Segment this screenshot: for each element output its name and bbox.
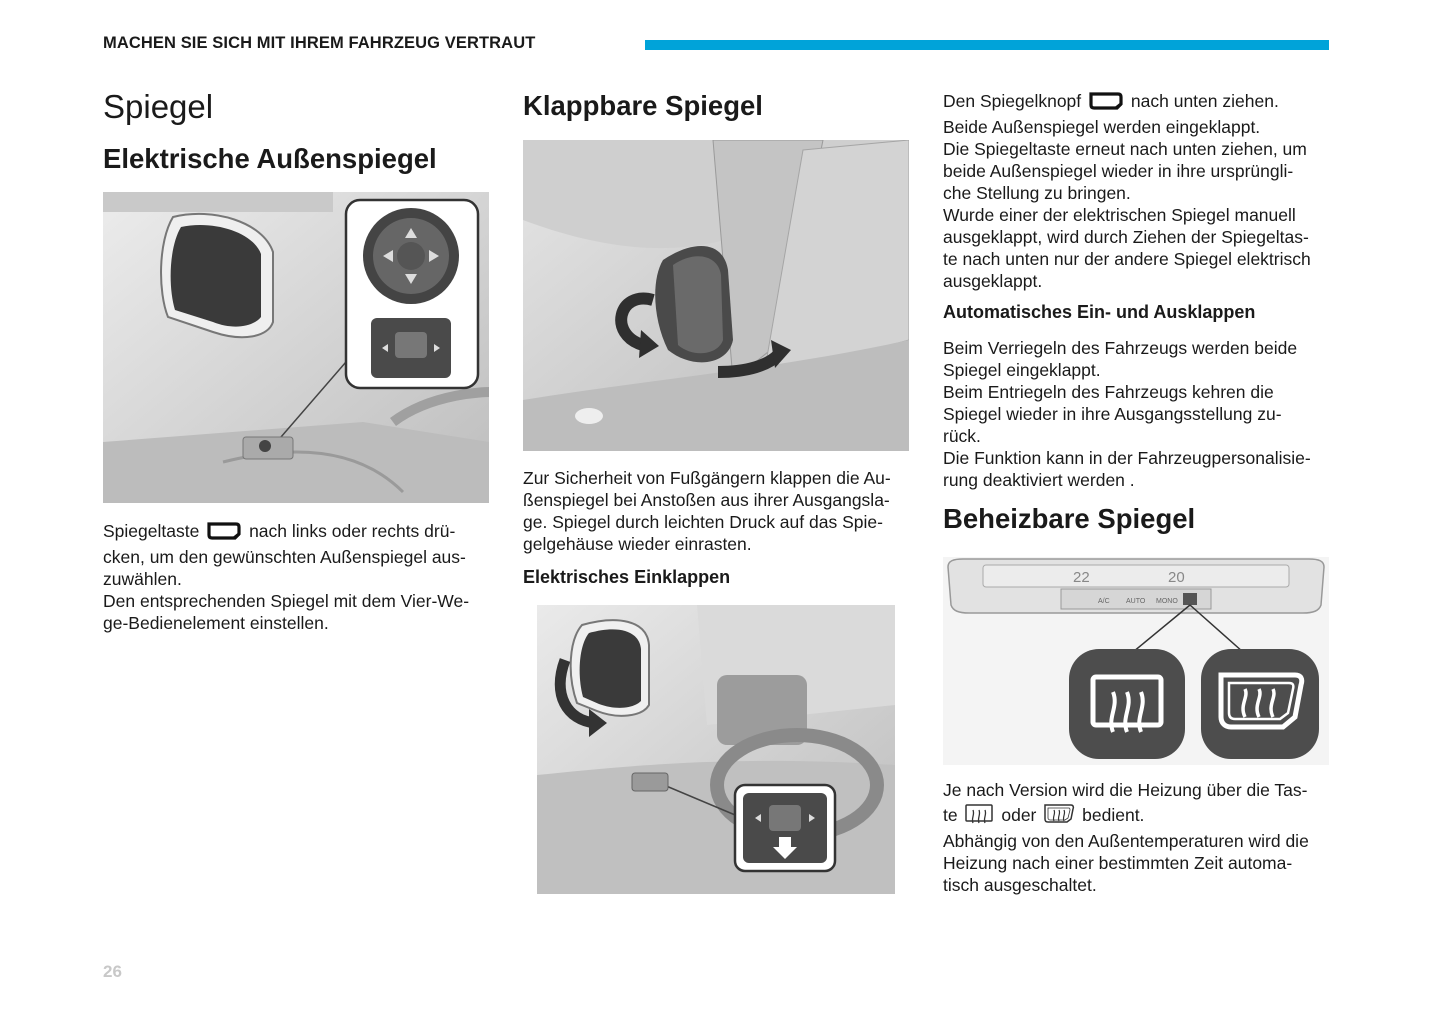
panel-temp-left: 22 (1073, 569, 1090, 586)
para-line: ge. Spiegel durch leichten Druck auf das Spie- (523, 512, 883, 532)
para-line: Spiegel wieder in ihre Ausgangsstellung zu- (943, 404, 1282, 424)
para-line: Beim Entriegeln des Fahrzeugs kehren die (943, 382, 1274, 402)
para-line: ausgeklappt. (943, 271, 1043, 291)
para-text: Spiegeltaste (103, 521, 200, 541)
para-line: cken, um den gewünschten Außenspiegel aus- (103, 547, 466, 567)
paragraph-heated-mirrors (943, 779, 1338, 896)
section-header-title: MACHEN SIE SICH MIT IHREM FAHRZEUG VERTRAUT (103, 34, 536, 52)
section-heading-heated-mirrors: Beheizbare Spiegel (943, 503, 1196, 534)
subheading-auto-folding: Automatisches Ein- und Ausklappen (943, 302, 1256, 322)
subheading-electric-folding: Elektrisches Einklappen (523, 567, 731, 587)
figure-electric-folding (537, 605, 895, 894)
para-line: rück. (943, 426, 981, 446)
para-text: te (943, 805, 958, 825)
para-line: Spiegel eingeklappt. (943, 360, 1101, 380)
figure-folding-mirror (523, 140, 909, 451)
para-text: nach unten ziehen. (1130, 91, 1279, 111)
para-text: nach links oder rechts drü- (249, 521, 456, 541)
para-text: Den Spiegelknopf (943, 91, 1082, 111)
para-line: ßenspiegel bei Anstoßen aus ihrer Ausgangsla- (523, 490, 890, 510)
paragraph-mirror-select (103, 520, 493, 634)
para-line: Abhängig von den Außentemperaturen wird die (943, 831, 1309, 851)
para-line: Heizung nach einer bestimmten Zeit automa- (943, 853, 1293, 873)
panel-btn-mono: MONO (1156, 598, 1178, 605)
para-line: ge-Bedienelement einstellen. (103, 613, 329, 633)
para-line: tisch ausgeschaltet. (943, 875, 1097, 895)
para-line: ausgeklappt, wird durch Ziehen der Spiegeltas- (943, 227, 1309, 247)
mirror-button-icon (1088, 91, 1124, 116)
panel-btn-auto: AUTO (1126, 598, 1146, 605)
para-line: Die Funktion kann in der Fahrzeugpersonalisie- (943, 448, 1311, 468)
paragraph-pedestrian-safety (523, 467, 913, 555)
para-line: beide Außenspiegel wieder in ihre ursprüngli- (943, 161, 1294, 181)
para-text: bedient. (1082, 805, 1145, 825)
para-line: rung deaktiviert werden . (943, 470, 1135, 490)
para-line: Wurde einer der elektrischen Spiegel manuell (943, 205, 1296, 225)
mirror-button-icon (206, 521, 242, 546)
para-text: oder (1001, 805, 1037, 825)
para-line: gelgehäuse wieder einrasten. (523, 534, 752, 554)
para-line: che Stellung zu bringen. (943, 183, 1131, 203)
section-heading-folding-mirrors: Klappbare Spiegel (523, 90, 763, 121)
para-line: te nach unten nur der andere Spiegel elektrisch (943, 249, 1311, 269)
front-defrost-icon (1043, 803, 1075, 830)
panel-temp-right: 20 (1168, 569, 1185, 586)
para-line: Zur Sicherheit von Fußgängern klappen die Au- (523, 468, 891, 488)
para-line: Beim Verriegeln des Fahrzeugs werden beide (943, 338, 1298, 358)
figure-heated-mirror-panel (943, 557, 1329, 765)
paragraph-electric-folding (943, 90, 1338, 292)
paragraph-auto-folding (943, 337, 1338, 491)
section-heading-electric-mirrors: Elektrische Außenspiegel (103, 143, 437, 174)
panel-btn-ac: A/C (1098, 598, 1110, 605)
figure-mirror-controls (103, 192, 489, 503)
page-title: Spiegel (103, 88, 214, 125)
para-line: zuwählen. (103, 569, 182, 589)
para-line: Beide Außenspiegel werden eingeklappt. (943, 117, 1261, 137)
para-line: Je nach Version wird die Heizung über die Tas- (943, 780, 1308, 800)
para-line: Die Spiegeltaste erneut nach unten ziehen, um (943, 139, 1307, 159)
para-line: Den entsprechenden Spiegel mit dem Vier-We- (103, 591, 470, 611)
page-number: 26 (103, 962, 122, 981)
rear-defrost-icon (964, 803, 994, 830)
header-accent-bar (645, 40, 1329, 50)
